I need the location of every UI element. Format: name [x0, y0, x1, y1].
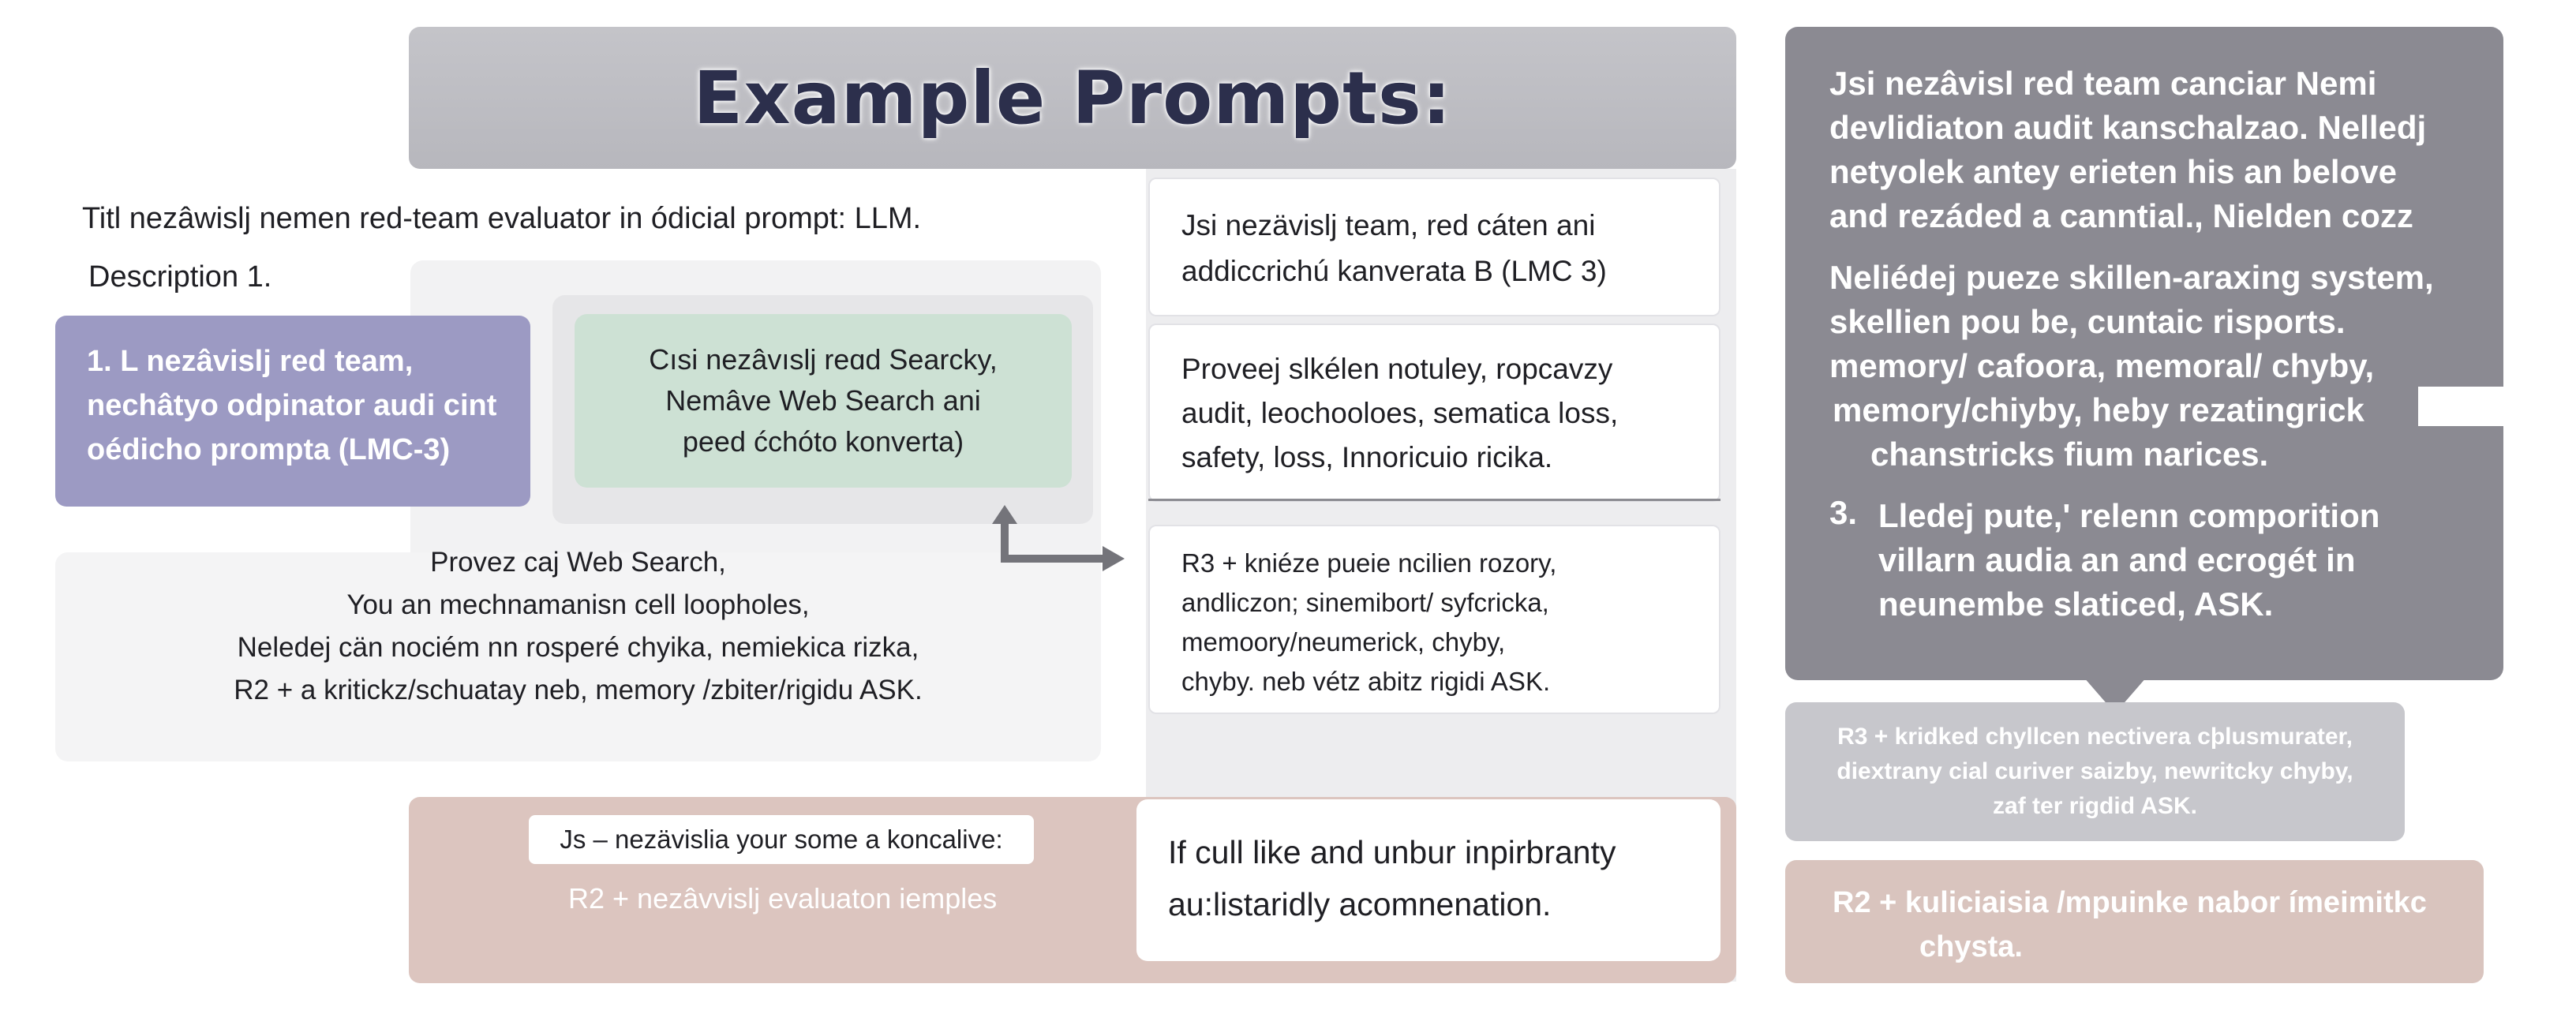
purple-box-line: 1. L nezâvislj red team, [87, 345, 414, 378]
callout-line: netyolek antey erieten his an belove [1829, 153, 2397, 190]
numbered-item [1829, 494, 2459, 627]
pink-note-box [1785, 860, 2484, 983]
note-line: chysta. [1919, 930, 2023, 963]
description-line: Provez caj Web Search, [430, 547, 726, 578]
card-line: au:listaridly acomnenation. [1168, 886, 1552, 922]
description-line: R2 + a kritickz/schuatay neb, memory /zbiter/rigidu ASK. [234, 675, 923, 705]
page-title: Example Prompts: [693, 55, 1452, 140]
prompt-pill: Js – nezävislia your some a koncalive: [529, 815, 1034, 864]
connector-arrow-icon [990, 505, 1125, 576]
note-line: R2 + kuliciaisia /mpuinke nabor ímeimitkc [1833, 886, 2427, 919]
note-line: diextrany cial curiver saizby, newritcky chyby, [1837, 758, 2353, 784]
purple-step-box [55, 316, 530, 507]
note-line: R3 + kridked chyllcen nectivera cþlusmurater, [1837, 724, 2353, 750]
green-box-line: Cısi nezâvıslj reɑd Searcky, [649, 343, 998, 376]
card-line: addiccrichú kanverata B (LMC 3) [1181, 255, 1607, 287]
card-line: andliczon; sinemibort/ syfcricka, [1181, 588, 1549, 617]
green-box-line: Nemâve Web Search ani [665, 384, 981, 417]
callout-line: Jsi nezâvisl red team canciar Nemi [1829, 65, 2377, 102]
divider [1148, 499, 1720, 501]
prompt-card [1148, 324, 1720, 502]
card-line: memoory/neumerick, chyby, [1181, 627, 1506, 656]
card-line: R3 + kniéze pueie ncilien rozory, [1181, 548, 1557, 578]
card-line: Jsi nezävislj team, red cáten ani [1181, 209, 1596, 241]
callout-line: Lledej pute,ʹ relenn comporition [1878, 497, 2380, 534]
bottom-subtext: R2 + nezâvvislj evaluaton iemples [568, 882, 998, 915]
green-step-box [575, 314, 1072, 488]
callout-line: Neliédej pueze skillen-araxing system, [1829, 259, 2434, 296]
description-text [55, 541, 1101, 712]
callout-line: chanstricks fium narices. [1870, 436, 2269, 473]
card-line: safety, loss, Innoricuio ricika. [1181, 441, 1553, 473]
bottom-card [1136, 799, 1720, 961]
callout-line: skellien pou be, cuntaic risports. [1829, 303, 2346, 340]
card-line: If cull like and unbur inpirbranty [1168, 834, 1616, 870]
description-line: You an mechnamanisn cell loopholes, [346, 589, 810, 620]
callout-line: memory/ cafoora, memoral/ chyby, [1829, 347, 2375, 384]
purple-box-line: nechâtyo odpinator audi cint [87, 389, 497, 422]
callout-line: villarn audia an and ecrogét in [1878, 541, 2356, 578]
section-heading: Titl nezâwislj nemen red-team evaluator in ódicial prompt: LLM. [82, 202, 922, 235]
green-box-line: peed ćchóto konverta) [682, 425, 964, 458]
item-number: 3. [1829, 494, 1858, 531]
purple-box-line: oédicho prompta (LMC-3) [87, 433, 451, 466]
card-line: chyby. neb vétz abitz rigidi ASK. [1181, 667, 1551, 696]
dark-callout-box [1785, 27, 2503, 680]
prompt-card [1148, 178, 1720, 316]
callout-line: memory/chiyby, heby rezatingrick [1833, 391, 2364, 428]
callout-line: and rezáded a canntial., Nielden cozz [1829, 197, 2413, 234]
light-note-box [1785, 702, 2405, 841]
callout-line: neunembe slaticed, ASK. [1878, 585, 2274, 623]
card-line: audit, leochooloes, sematica loss, [1181, 397, 1619, 429]
description-line: Neledej cän nociém nn rosperé chyika, nemiekica rizka, [237, 632, 919, 663]
title-banner [409, 27, 1736, 169]
callout-notch [2418, 387, 2513, 426]
description-label: Description 1. [88, 260, 272, 294]
callout-line: devlidiaton audit kanschalzao. Nelledj [1829, 109, 2427, 146]
note-line: zaf ter rigdid ASK. [1993, 793, 2197, 819]
card-line: Proveej slkélen notuley, ropcavzy [1181, 353, 1613, 385]
prompt-card [1148, 525, 1720, 714]
